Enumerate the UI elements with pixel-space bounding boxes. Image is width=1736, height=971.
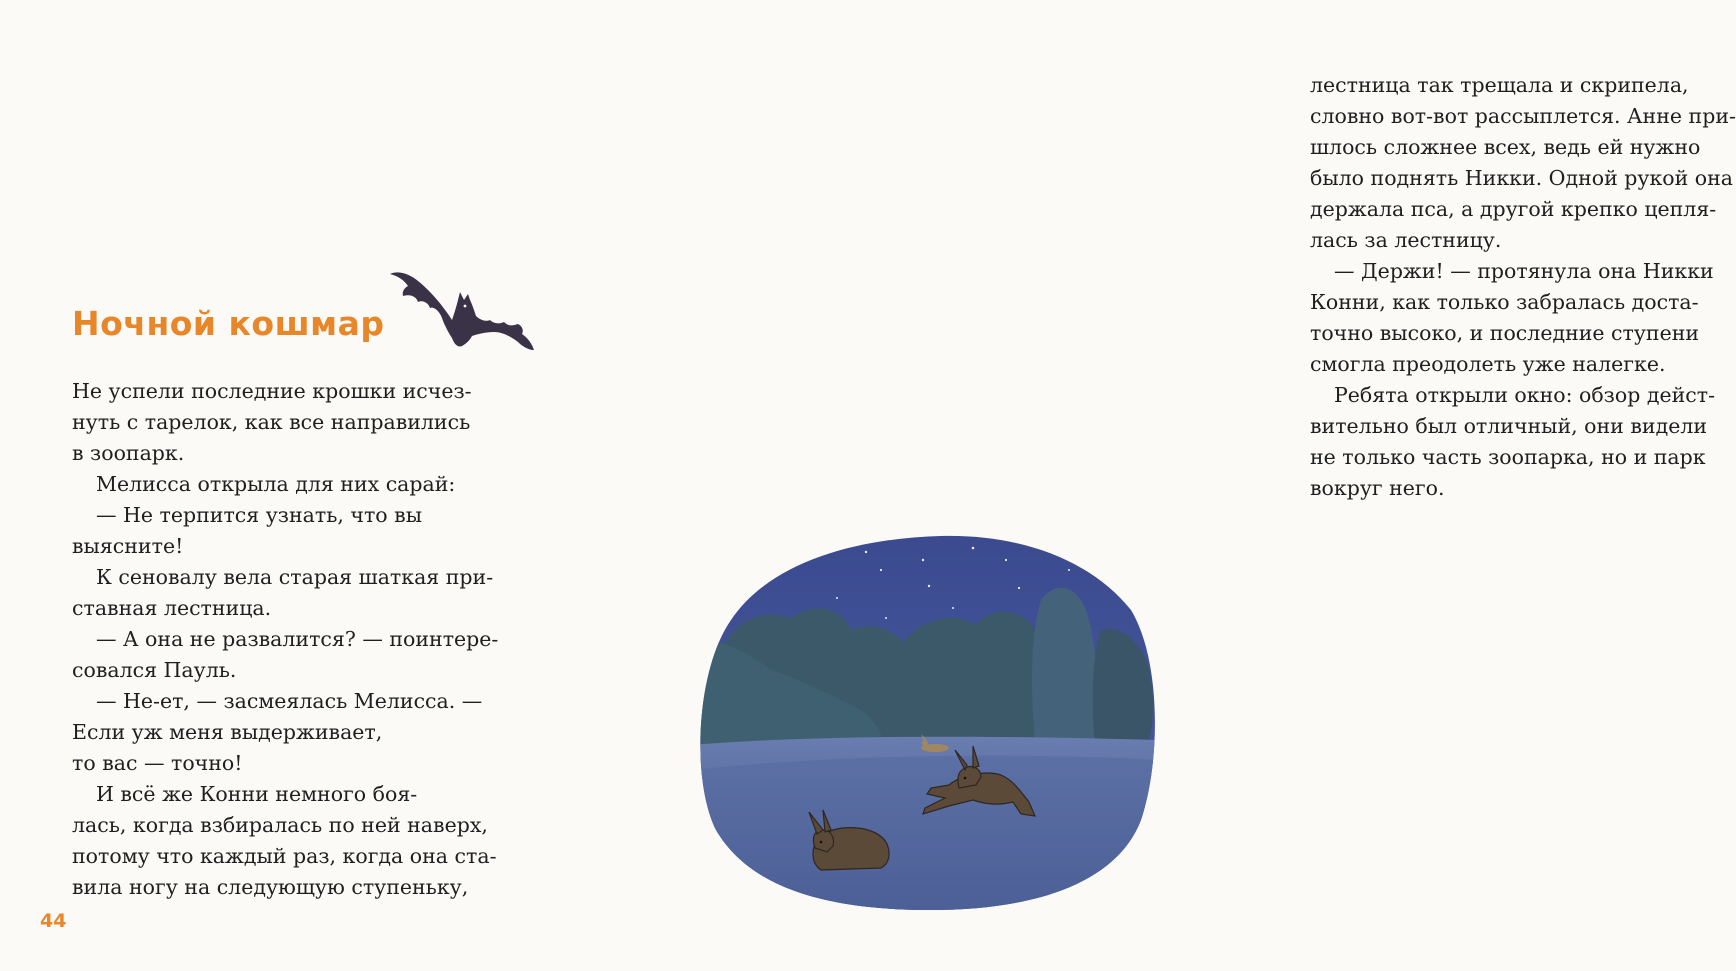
left-page-text [72,376,498,903]
text-line: выясните! [72,534,184,558]
text-line: точно высоко, и последние ступени [1310,321,1700,345]
night-meadow-hares-illustration [691,530,1157,912]
text-line: лась за лестницу. [1310,228,1502,252]
text-line: лась, когда взбиралась по ней наверх, [72,813,488,837]
text-line: — Не терпится узнать, что вы [96,503,423,527]
bat-icon [386,262,536,354]
text-line: Не успели последние крошки исчез- [72,379,472,403]
text-line: держала пса, а другой крепко цепля- [1310,197,1717,221]
chapter-title: Ночной кошмар [72,304,385,343]
text-line: в зоопарк. [72,441,185,465]
text-line: вокруг него. [1310,476,1445,500]
text-line: — А она не развалится? — поинтере- [96,627,499,651]
text-line: — Держи! — протянула она Никки [1334,259,1714,283]
text-line: вительно был отличный, они видели [1310,414,1708,438]
text-line: шлось сложнее всех, ведь ей нужно [1310,135,1701,159]
text-line: ставная лестница. [72,596,272,620]
text-line: потому что каждый раз, когда она ста- [72,844,497,868]
text-line: Конни, как только забралась доста- [1310,290,1699,314]
text-line: нуть с тарелок, как все направились [72,410,471,434]
left-page [0,0,607,971]
text-line: — Не-ет, — засмеялась Мелисса. — [96,689,483,713]
text-line: словно вот-вот рассыплется. Анне при- [1310,104,1736,128]
text-line: вила ногу на следующую ступеньку, [72,875,469,899]
text-line: было поднять Никки. Одной рукой она [1310,166,1734,190]
text-line: Ребята открыли окно: обзор дейст- [1334,383,1716,407]
page-number: 44 [40,910,67,932]
text-line: Если уж меня выдерживает, [72,720,383,744]
text-line: И всё же Конни немного боя- [96,782,418,806]
right-page-text [1310,70,1736,504]
text-line: К сеновалу вела старая шаткая при- [96,565,494,589]
text-line: совался Пауль. [72,658,237,682]
text-line: лестница так трещала и скрипела, [1310,73,1689,97]
text-line: Мелисса открыла для них сарай: [96,472,456,496]
text-line: смогла преодолеть уже налегке. [1310,352,1666,376]
text-line: то вас — точно! [72,751,243,775]
text-line: не только часть зоопарка, но и парк [1310,445,1706,469]
